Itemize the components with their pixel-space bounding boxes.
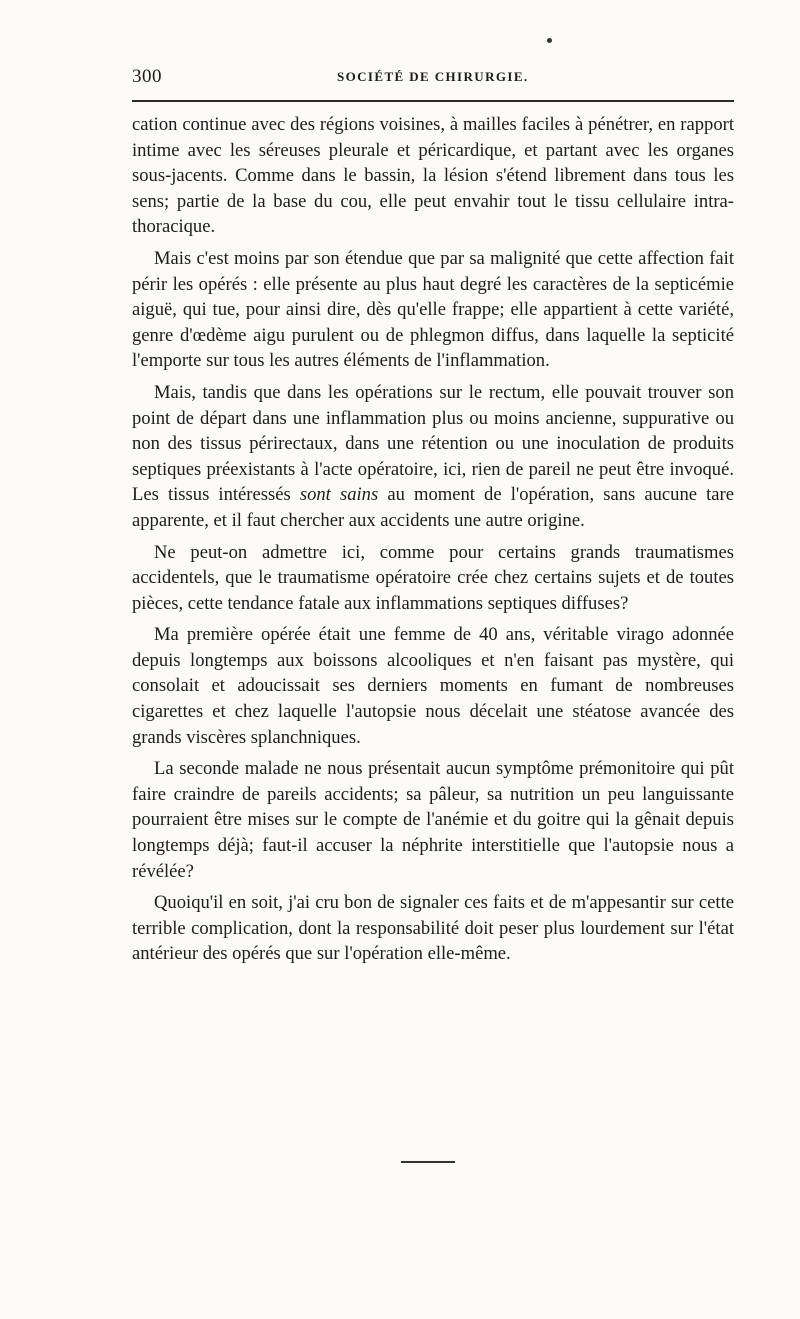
body-text [132, 112, 734, 973]
closing-rule [401, 1161, 455, 1163]
paragraph-3 [132, 380, 734, 534]
header-rule [132, 100, 734, 102]
paragraph-7: Quoiqu'il en soit, j'ai cru bon de signaler ces faits et de m'appesantir sur cette terrible complication, dont la responsabilité doit peser plus lourdement sur l'état antérieur des opérés que sur l'opération elle-même. [132, 892, 734, 965]
page-header [132, 66, 734, 90]
paragraph-6: La seconde malade ne nous présentait aucun symptôme prémonitoire qui pût faire craindre de pareils accidents; sa pâleur, sa nutrition un peu languissante pourraient être mises sur le compte de l'anémie et du goitre qui la gênait depuis longtemps déjà; faut-il accuser la néphrite interstitielle que l'autopsie nous a révélée? [132, 758, 734, 882]
paragraph-1: cation continue avec des régions voisines, à mailles faciles à pénétrer, en rapport intime avec les séreuses pleurale et péricardique, et partant avec les organes sous-jacents. Comme dans le bassin, la lésion s'étend librement dans tous les sens; partie de la base du cou, elle peut envahir tout le tissu cellulaire intra-thoracique. [132, 114, 734, 238]
paragraph-3-emphasis: sont sains [299, 484, 379, 506]
paragraph-3-after: au moment de l'opération, sans aucune tare apparente, et il faut chercher aux accidents une autre origine. [132, 484, 734, 531]
running-title: SOCIÉTÉ DE CHIRURGIE. [337, 69, 529, 84]
page-number: 300 [132, 66, 162, 87]
paragraph-4: Ne peut-on admettre ici, comme pour certains grands traumatismes accidentels, que le traumatisme opératoire crée chez certains sujets et de toutes pièces, cette tendance fatale aux inflammations septiques diffuses? [132, 541, 734, 614]
paragraph-3-before: Mais, tandis que dans les opérations sur le rectum, elle pouvait trouver son point de départ dans une inflammation plus ou moins ancienne, suppurative ou non des tissus périrectaux, dans une rétention ou une inoculation de produits septiques préexistants à l'acte opératoire, ici, rien de pareil ne peut être invoqué. Les tissus intéressés [132, 381, 734, 506]
paragraph-5: Ma première opérée était une femme de 40 ans, véritable virago adonnée depuis longtemps aux boissons alcooliques et n'en faisant pas mystère, qui consolait et adoucissait ses derniers moments en fumant de nombreuses cigarettes et chez laquelle l'autopsie nous décelait une stéatose avancée des grands viscères splanchniques. [132, 624, 734, 748]
paragraph-2: Mais c'est moins par son étendue que par sa malignité que cette affection fait périr les opérés : elle présente au plus haut degré les caractères de la septicémie aiguë, qui tue, pour ainsi dire, dès qu'elle frappe; elle appartient à cette variété, genre d'œdème aigu purulent ou de phlegmon diffus, dans laquelle la septicité l'emporte sur tous les autres éléments de l'inflammation. [132, 247, 734, 372]
ink-speck [547, 38, 552, 43]
